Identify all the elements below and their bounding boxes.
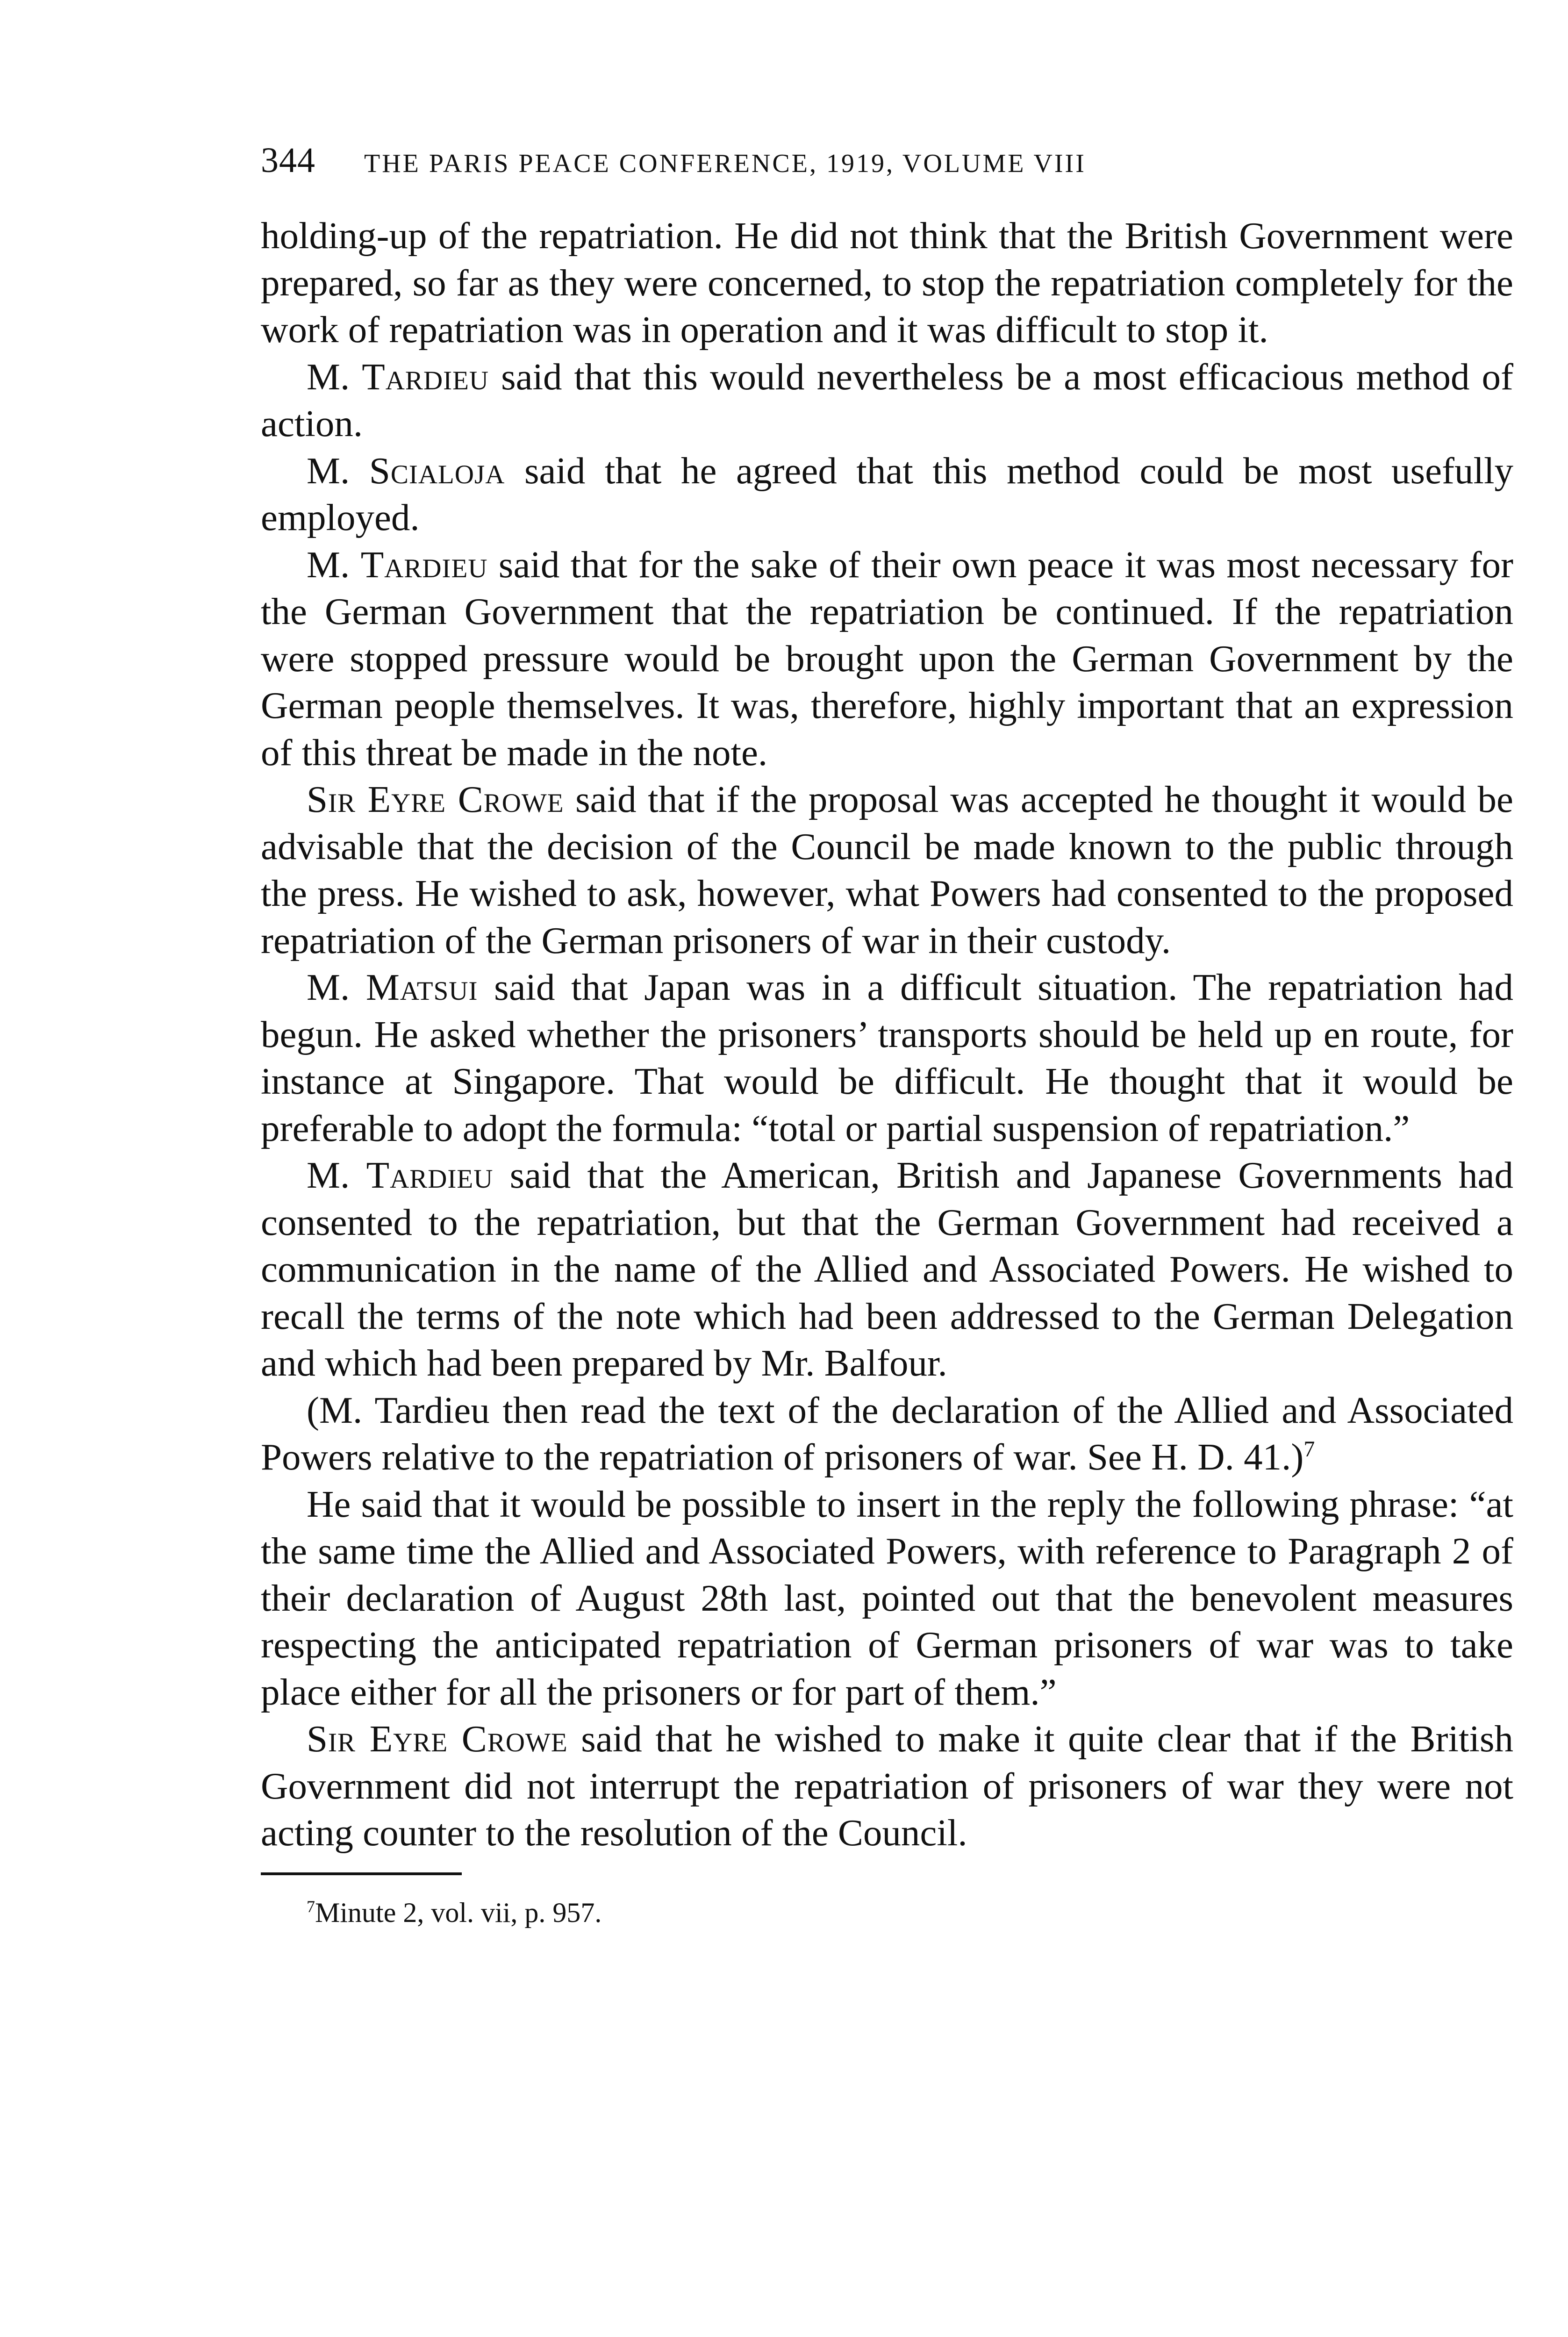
paragraph-continuation [261,212,1513,353]
speaker-name: Tardieu [362,355,489,398]
paragraph-tardieu-phrase [261,1481,1513,1716]
speaker-name: Tardieu [366,1154,494,1196]
paragraph-text: said that he agreed that this method could be most usefully employed. [261,449,1514,538]
footnote-text: Minute 2, vol. vii, p. 957. [315,1897,602,1928]
paragraph-crowe-1 [261,776,1513,964]
speaker-name: Scialoja [369,449,505,492]
paragraph-text: said that Japan was in a difficult situation. The repatriation had begun. He asked whether the prisoners’ transports should be held up en route, for instance at Singapore. That would be difficult. He thought that it would be preferable to adopt the formula: “total or partial suspension of repatriation.” [261,966,1513,1149]
footnote [261,1894,1513,1931]
paragraph-text: said that this would nevertheless be a most efficacious method of action. [261,355,1514,444]
document-page [261,140,1513,1931]
footnote-marker: 7 [307,1897,315,1916]
speaker-prefix: M. [307,543,350,586]
speaker-prefix: M. [307,1154,350,1196]
speaker-prefix: M. [307,355,350,398]
speaker-name: Matsui [365,966,478,1008]
speaker-prefix: M. [307,966,350,1008]
paragraph-text: He said that it would be possible to insert in the reply the following phrase: “at the same time the Allied and Associated Powers, with reference to Paragraph 2 of their declaration of August 28th last, pointed out that the benevolent measures respecting the anticipated repatriation of German prisoners of war was to take place either for all the prisoners or for part of them.” [261,1483,1513,1713]
speaker-name: Sir Eyre Crowe [307,1718,568,1760]
speaker-name: Tardieu [360,543,488,586]
speaker-prefix: M. [307,449,350,492]
paragraph-text: said that for the sake of their own peace it was most necessary for the German Government that the repatriation be continued. If the repatriation were stopped pressure would be brought upon the German Government by the German people themselves. It was, therefore, highly important that an expression of this threat be made in the note. [261,543,1514,774]
body-text [261,212,1513,1857]
footnote-reference: 7 [1303,1437,1315,1462]
paragraph-matsui [261,964,1513,1152]
paragraph-tardieu-2 [261,541,1513,776]
paragraph-text: said that the American, British and Japanese Governments had consented to the repatriation, but that the German Government had received a communication in the name of the Allied and Associated Powers. He wished to recall the terms of the note which had been addressed to the German Delegation and which had been prepared by Mr. Balfour. [261,1154,1514,1384]
page-header [261,140,1513,196]
speaker-name: Sir Eyre Crowe [307,778,564,820]
page-number: 344 [261,141,315,180]
footnote-divider [261,1872,462,1875]
paragraph-tardieu-1 [261,353,1513,447]
paragraph-declaration-note [261,1387,1513,1481]
paragraph-text: (M. Tardieu then read the text of the declaration of the Allied and Associated Powers relative to the repatriation of prisoners of war. See H. D. 41.) [261,1389,1513,1478]
paragraph-crowe-2 [261,1715,1513,1857]
paragraph-scialoja [261,447,1513,541]
paragraph-tardieu-3 [261,1152,1513,1387]
paragraph-text: holding-up of the repatriation. He did not think that the British Government were prepared, so far as they were concerned, to stop the repatriation completely for the work of repatriation was in operation and it was difficult to stop it. [261,215,1513,351]
running-title: THE PARIS PEACE CONFERENCE, 1919, VOLUME VIII [364,149,1086,178]
paragraph-text: said that he wished to make it quite clear that if the British Government did not interrupt the repatriation of prisoners of war they were not acting counter to the resolution of the Council. [261,1718,1514,1854]
paragraph-text: said that if the proposal was accepted he thought it would be advisable that the decision of the Council be made known to the public through the press. He wished to ask, however, what Powers had consented to the proposed repatriation of the German prisoners of war in their custody. [261,778,1514,961]
